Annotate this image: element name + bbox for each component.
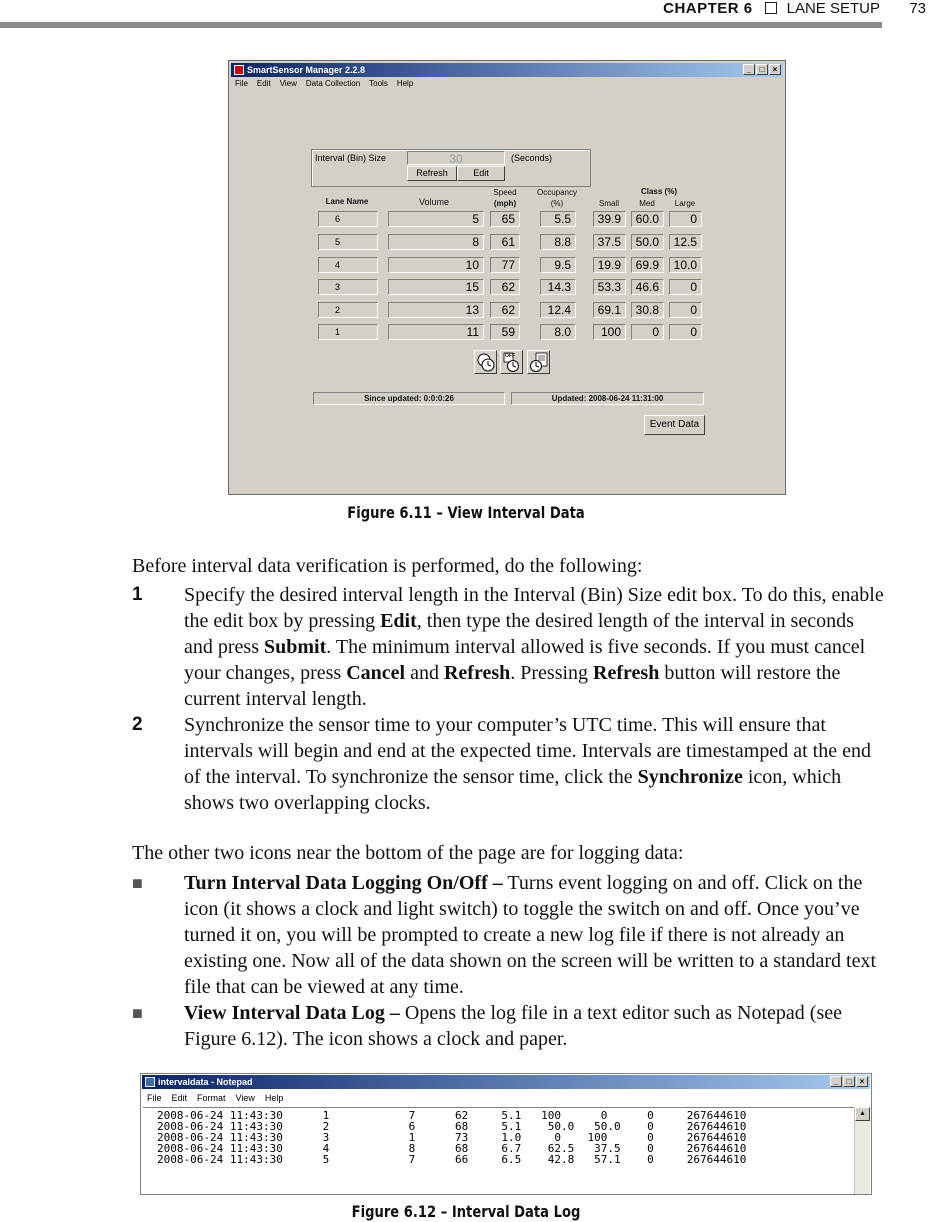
large-cell: 12.5 — [669, 234, 702, 250]
interval-label: Interval (Bin) Size — [315, 153, 387, 163]
intro-paragraph: Before interval data verification is performed, do the following: — [132, 555, 643, 577]
bullet-1-text: Turn Interval Data Logging On/Off – Turns event logging on and off. Click on the icon (it shows a clock and light switch) to toggle the switch on and off. Once you’ve turned it on, you will be prompted to create a new log file if there is not already an existing one. Now all of the data shown on the screen will be written to a standard text file that can be viewed at any time. — [184, 872, 877, 998]
lane-cell: 3 — [318, 279, 378, 295]
edit-button[interactable]: Edit — [457, 166, 505, 181]
large-cell: 0 — [669, 302, 702, 318]
speed-cell: 62 — [490, 302, 520, 318]
menu-view[interactable]: View — [235, 1093, 255, 1103]
figure-6-11-caption: Figure 6.11 – View Interval Data — [347, 503, 585, 522]
step-number: 1 — [132, 584, 143, 605]
notepad-menubar — [147, 1093, 283, 1103]
lane-cell: 5 — [318, 234, 378, 250]
speed-cell: 77 — [490, 257, 520, 273]
occupancy-cell: 5.5 — [540, 211, 576, 227]
notepad-title: intervaldata - Notepad — [158, 1077, 253, 1087]
menu-edit[interactable]: Edit — [171, 1093, 188, 1103]
updated-status: Updated: 2008-06-24 11:31:00 — [511, 392, 704, 405]
speed-cell: 62 — [490, 279, 520, 295]
col-small: Small — [598, 199, 619, 208]
menu-view[interactable]: View — [279, 79, 297, 88]
menu-tools[interactable]: Tools — [369, 79, 388, 88]
lane-cell: 6 — [318, 211, 378, 227]
col-speed: Speed — [493, 188, 517, 197]
log-line: 2008-06-24 11:43:30 2 6 68 5.1 50.0 50.0 0 267644610 — [157, 1120, 747, 1133]
med-cell: 50.0 — [631, 234, 664, 250]
notepad-titlebar — [142, 1075, 870, 1089]
step-number: 2 — [132, 714, 143, 735]
col-occupancy: Occupancy — [536, 188, 578, 197]
view-log-button[interactable] — [527, 350, 550, 374]
volume-cell: 11 — [388, 324, 484, 340]
volume-cell: 5 — [388, 211, 484, 227]
volume-cell: 15 — [388, 279, 484, 295]
page-number: 73 — [909, 0, 926, 17]
small-cell: 39.9 — [593, 211, 626, 227]
menu-file[interactable]: File — [147, 1093, 162, 1103]
step-2-text: Synchronize the sensor time to your computer’s UTC time. This will ensure that intervals will begin and end at the expected time. Intervals are timestamped at the end of the interval. To synchronize the sensor time, click the Synchronize icon, which shows two overlapping clocks. — [184, 714, 871, 814]
small-cell: 69.1 — [593, 302, 626, 318]
running-header — [0, 0, 932, 20]
occupancy-cell: 12.4 — [540, 302, 576, 318]
scroll-up-icon[interactable]: ▲ — [855, 1107, 870, 1121]
volume-cell: 8 — [388, 234, 484, 250]
small-cell: 37.5 — [593, 234, 626, 250]
med-cell: 30.8 — [631, 302, 664, 318]
lane-cell: 1 — [318, 324, 378, 340]
col-speed-unit: (mph) — [493, 199, 517, 208]
refresh-button[interactable]: Refresh — [407, 166, 457, 181]
col-occupancy-unit: (%) — [550, 199, 564, 208]
close-icon[interactable]: × — [769, 64, 781, 75]
since-updated-status: Since updated: 0:0:0:26 — [313, 392, 505, 405]
step-1-text: Specify the desired interval length in the Interval (Bin) Size edit box. To do this, enable the edit box by pressing Edit, then type the desired length of the interval in seconds and press Submit. The minimum interval allowed is five seconds. If you must cancel your changes, press Cancel and Refresh. Pressing Refresh button will restore the current interval length. — [184, 584, 884, 710]
speed-cell: 59 — [490, 324, 520, 340]
menu-help[interactable]: Help — [264, 1093, 284, 1103]
synchronize-button[interactable] — [474, 350, 497, 374]
log-line: 2008-06-24 11:43:30 1 7 62 5.1 100 0 0 267644610 — [157, 1109, 747, 1122]
menu-data-collection[interactable]: Data Collection — [305, 79, 361, 88]
header-chapter: CHAPTER 6 LANE SETUP — [663, 0, 880, 17]
bullet-marker: ■ — [132, 1003, 143, 1023]
menu-help[interactable]: Help — [396, 79, 414, 88]
header-box-icon — [765, 2, 777, 14]
col-lane-name: Lane Name — [325, 197, 369, 206]
menu-file[interactable]: File — [235, 79, 248, 88]
step-2 — [132, 712, 892, 816]
log-line: 2008-06-24 11:43:30 3 1 73 1.0 0 100 0 267644610 — [157, 1131, 747, 1144]
speed-cell: 65 — [490, 211, 520, 227]
large-cell: 0 — [669, 279, 702, 295]
menu-format[interactable]: Format — [197, 1093, 226, 1103]
interval-input[interactable]: 30 — [407, 151, 505, 165]
off-label: OFF — [505, 353, 515, 359]
med-cell: 69.9 — [631, 257, 664, 273]
window-title: SmartSensor Manager 2.2.8 — [247, 65, 366, 75]
volume-cell: 13 — [388, 302, 484, 318]
bullet-view-log — [132, 1000, 892, 1052]
close-icon[interactable]: × — [856, 1076, 868, 1087]
app-icon — [234, 65, 244, 75]
volume-cell: 10 — [388, 257, 484, 273]
small-cell: 19.9 — [593, 257, 626, 273]
minimize-icon[interactable]: _ — [743, 64, 755, 75]
menu-edit[interactable]: Edit — [256, 79, 271, 88]
logging-toggle-button[interactable] — [500, 350, 523, 374]
bullet-2-text: View Interval Data Log – Opens the log file in a text editor such as Notepad (see Figure 6.12). The icon shows a clock and paper. — [184, 1002, 842, 1050]
two-clocks-icon — [476, 352, 496, 373]
log-line: 2008-06-24 11:43:30 4 8 68 6.7 62.5 37.5 0 267644610 — [157, 1142, 747, 1155]
col-class: Class (%) — [640, 187, 677, 196]
lane-cell: 2 — [318, 302, 378, 318]
notepad-window — [140, 1073, 872, 1195]
maximize-icon[interactable]: □ — [843, 1076, 855, 1087]
col-med: Med — [639, 199, 655, 208]
window-titlebar — [231, 63, 783, 77]
large-cell: 0 — [669, 324, 702, 340]
figure-6-12-caption: Figure 6.12 – Interval Data Log — [351, 1202, 581, 1221]
header-rule — [0, 22, 882, 28]
step-1 — [132, 582, 892, 712]
speed-cell: 61 — [490, 234, 520, 250]
small-cell: 53.3 — [593, 279, 626, 295]
notepad-icon — [145, 1077, 155, 1087]
occupancy-cell: 8.8 — [540, 234, 576, 250]
vertical-scrollbar[interactable] — [854, 1107, 870, 1194]
smartsensor-window — [228, 60, 786, 495]
minimize-icon[interactable]: _ — [830, 1076, 842, 1087]
maximize-icon[interactable]: □ — [756, 64, 768, 75]
notepad-text-area[interactable] — [143, 1107, 855, 1194]
event-data-button[interactable]: Event Data — [644, 415, 705, 435]
col-large: Large — [674, 199, 696, 208]
logging-intro: The other two icons near the bottom of the page are for logging data: — [132, 842, 684, 864]
med-cell: 60.0 — [631, 211, 664, 227]
bullet-logging-toggle — [132, 870, 892, 1000]
menubar — [235, 79, 413, 88]
large-cell: 10.0 — [669, 257, 702, 273]
log-line: 2008-06-24 11:43:30 5 7 66 6.5 42.8 57.1 0 267644610 — [157, 1153, 747, 1166]
bullet-marker: ■ — [132, 873, 143, 893]
occupancy-cell: 8.0 — [540, 324, 576, 340]
col-volume: Volume — [418, 197, 450, 207]
clock-paper-icon — [529, 352, 549, 373]
occupancy-cell: 9.5 — [540, 257, 576, 273]
small-cell: 100 — [593, 324, 626, 340]
seconds-label: (Seconds) — [511, 153, 553, 163]
med-cell: 0 — [631, 324, 664, 340]
large-cell: 0 — [669, 211, 702, 227]
med-cell: 46.6 — [631, 279, 664, 295]
lane-cell: 4 — [318, 257, 378, 273]
occupancy-cell: 14.3 — [540, 279, 576, 295]
